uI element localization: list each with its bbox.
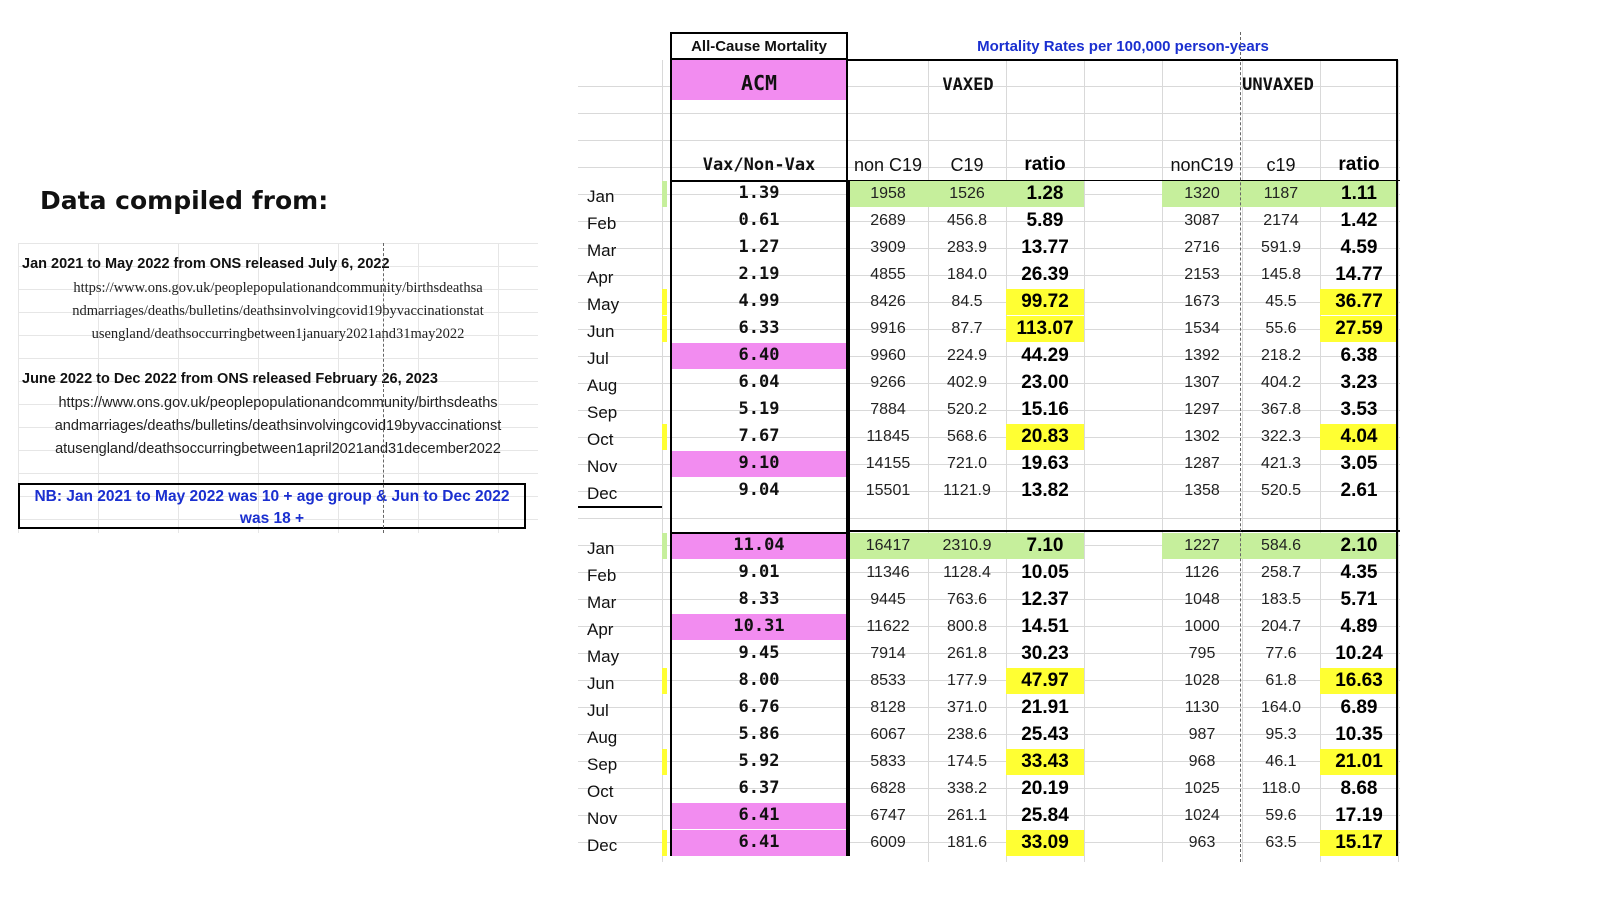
unvax-ratio-value: 36.77 [1335, 291, 1383, 312]
unvax-nonc19-value: 968 [1188, 753, 1216, 770]
vax-ratio-value: 25.43 [1021, 724, 1069, 745]
vax-nonc19-value: 11622 [866, 618, 910, 635]
acm-value: 9.10 [738, 453, 780, 473]
vax-ratio-value: 113.07 [1016, 318, 1074, 339]
unvax-c19-value: 63.5 [1265, 834, 1297, 851]
unvax-c19-value: 61.8 [1265, 672, 1297, 689]
unvax-nonc19-value: 1028 [1184, 672, 1220, 689]
unvax-ratio-value: 6.38 [1340, 345, 1378, 366]
unvax-nonc19-value: 1534 [1184, 320, 1220, 337]
vax-c19-value: 261.8 [946, 645, 988, 662]
unvax-ratio-value: 6.89 [1340, 697, 1378, 718]
acm-column-frame [670, 180, 848, 532]
sources-panel [18, 243, 538, 533]
acm-value: 5.86 [738, 724, 780, 744]
unvax-nonc19-value: 1287 [1184, 455, 1220, 472]
unvax-c19-value: 2174 [1263, 212, 1299, 229]
vax-nonc19-value: 2689 [870, 212, 906, 229]
unvax-ratio-value: 4.04 [1340, 426, 1378, 447]
source-2-url-line[interactable]: https://www.ons.gov.uk/peoplepopulationandcommunity/birthsdeaths [58, 395, 498, 411]
vax-ratio-value: 33.43 [1021, 751, 1069, 772]
acm-label: ACM [740, 71, 778, 95]
unvax-ratio-value: 27.59 [1335, 318, 1383, 339]
row-month: Jun [587, 674, 615, 693]
unvaxed-label: UNVAXED [1242, 75, 1314, 95]
vax-c19-value: 177.9 [946, 672, 988, 689]
acm-value: 0.61 [738, 210, 780, 230]
unvax-c19-value: 59.6 [1265, 807, 1297, 824]
acm-value: 10.31 [733, 616, 785, 636]
vax-ratio-value: 13.77 [1021, 237, 1069, 258]
source-1-title: Jan 2021 to May 2022 from ONS released July 6, 2022 [22, 256, 390, 272]
unvax-nonc19-value: 1227 [1184, 537, 1220, 554]
row-month: Mar [587, 241, 617, 260]
vax-c19-value: 1121.9 [943, 482, 991, 499]
acm-value: 6.41 [738, 832, 780, 852]
unvax-c19-value: 520.5 [1260, 482, 1302, 499]
vax-c19-value: 181.6 [946, 834, 988, 851]
acm-value: 9.01 [738, 562, 780, 582]
note-line: NB: Jan 2021 to May 2022 was 10 + age group & Jun to Dec 2022 [34, 488, 510, 505]
acm-value: 5.92 [738, 751, 780, 771]
vax-nonc19-value: 3909 [870, 239, 906, 256]
vax-nonc19-value: 7914 [870, 645, 906, 662]
vax-c19-value: 84.5 [951, 293, 983, 310]
row-month: Dec [587, 836, 618, 855]
row-month: Jul [587, 349, 609, 368]
unvax-c19-value: 55.6 [1265, 320, 1297, 337]
row-marker [662, 749, 667, 775]
col-header-unvax-ratio: ratio [1338, 154, 1380, 175]
vax-c19-value: 520.2 [946, 401, 988, 418]
source-1-url-line[interactable]: https://www.ons.gov.uk/peoplepopulationandcommunity/birthsdeathsa [73, 280, 483, 296]
acm-value: 8.33 [738, 589, 780, 609]
source-2-url[interactable] [22, 392, 534, 461]
unvax-c19-value: 95.3 [1265, 726, 1297, 743]
unvax-nonc19-value: 1130 [1184, 699, 1220, 716]
unvax-ratio-value: 2.10 [1340, 535, 1378, 556]
unvax-c19-value: 77.6 [1265, 645, 1297, 662]
vax-nonc19-value: 11845 [866, 428, 910, 445]
row-month: Nov [587, 457, 618, 476]
vax-c19-value: 800.8 [946, 618, 988, 635]
source-2-url-line[interactable]: andmarriages/deaths/bulletins/deathsinvolvingcovid19byvaccinationst [54, 418, 502, 434]
separator-line [578, 506, 662, 508]
page-heading: Data compiled from: [40, 186, 329, 215]
row-month: Sep [587, 755, 618, 774]
vax-ratio-value: 20.19 [1021, 778, 1069, 799]
acm-value: 6.04 [738, 372, 780, 392]
acm-value: 1.27 [738, 237, 780, 257]
vax-c19-value: 283.9 [946, 239, 988, 256]
block1-top-line [848, 180, 1400, 181]
row-month: Jul [587, 701, 609, 720]
unvax-ratio-value: 3.53 [1340, 399, 1378, 420]
source-2-title: June 2022 to Dec 2022 from ONS released February 26, 2023 [22, 371, 438, 387]
unvax-c19-value: 204.7 [1260, 618, 1302, 635]
unvax-nonc19-value: 1307 [1184, 374, 1220, 391]
vax-ratio-value: 26.39 [1021, 264, 1069, 285]
unvax-ratio-value: 15.17 [1335, 832, 1383, 853]
unvax-nonc19-value: 1000 [1184, 618, 1220, 635]
unvax-c19-value: 1187 [1263, 185, 1299, 202]
vax-c19-value: 338.2 [946, 780, 988, 797]
row-month: Jun [587, 322, 615, 341]
right-border [1396, 180, 1398, 856]
vax-nonc19-value: 8128 [870, 699, 906, 716]
vax-nonc19-value: 11346 [866, 564, 910, 581]
mortality-table [578, 32, 1400, 862]
vax-c19-value: 456.8 [946, 212, 988, 229]
vax-c19-value: 1526 [949, 185, 985, 202]
vaxed-label: VAXED [942, 75, 994, 95]
acm-value: 4.99 [738, 291, 780, 311]
acm-value: 6.41 [738, 805, 780, 825]
unvax-ratio-value: 4.59 [1340, 237, 1378, 258]
col-header-acm: Vax/Non-Vax [702, 155, 816, 175]
unvax-c19-value: 118.0 [1261, 780, 1301, 797]
acm-value: 7.67 [738, 426, 780, 446]
vax-ratio-value: 15.16 [1021, 399, 1069, 420]
unvax-ratio-value: 2.61 [1340, 480, 1378, 501]
row-month: Aug [587, 376, 618, 395]
vax-c19-value: 174.5 [946, 753, 988, 770]
row-marker [662, 424, 667, 450]
row-marker [662, 668, 667, 694]
unvax-nonc19-value: 3087 [1184, 212, 1220, 229]
row-marker [662, 533, 667, 559]
row-month: Apr [587, 620, 614, 639]
vax-nonc19-value: 15501 [865, 482, 911, 499]
col-header-vax-ratio: ratio [1024, 154, 1066, 175]
vax-nonc19-value: 6828 [870, 780, 906, 797]
acm-value: 5.19 [738, 399, 780, 419]
unvax-nonc19-value: 2716 [1184, 239, 1220, 256]
unvax-ratio-value: 3.23 [1340, 372, 1378, 393]
vax-c19-value: 1128.4 [943, 564, 991, 581]
col-header-unvax-nonc19: nonC19 [1170, 155, 1234, 175]
vax-ratio-value: 33.09 [1021, 832, 1069, 853]
vax-nonc19-value: 6747 [870, 807, 906, 824]
unvax-nonc19-value: 1126 [1184, 564, 1220, 581]
unvax-ratio-value: 3.05 [1340, 453, 1378, 474]
unvax-ratio-value: 5.71 [1340, 589, 1378, 610]
row-marker [662, 181, 667, 207]
unvax-c19-value: 404.2 [1260, 374, 1302, 391]
row-marker [662, 830, 667, 856]
vax-ratio-value: 7.10 [1026, 535, 1064, 556]
column-divider [1240, 32, 1241, 862]
unvax-ratio-value: 21.01 [1335, 751, 1383, 772]
source-1-url-line[interactable]: usengland/deathsoccurringbetween1january2021and31may2022 [91, 326, 465, 342]
vax-nonc19-value: 9445 [870, 591, 906, 608]
unvax-c19-value: 45.5 [1265, 293, 1297, 310]
unvax-nonc19-value: 1392 [1184, 347, 1220, 364]
vax-nonc19-value: 6067 [870, 726, 906, 743]
acm-value: 9.04 [738, 480, 780, 500]
unvax-nonc19-value: 795 [1188, 645, 1216, 662]
unvax-ratio-value: 10.35 [1335, 724, 1383, 745]
unvax-nonc19-value: 2153 [1184, 266, 1220, 283]
vax-c19-value: 238.6 [946, 726, 988, 743]
vax-nonc19-value: 9266 [870, 374, 906, 391]
vax-nonc19-value: 7884 [870, 401, 906, 418]
vaxed-left-border [848, 180, 850, 856]
vax-ratio-value: 1.28 [1026, 183, 1064, 204]
unvax-nonc19-value: 1025 [1184, 780, 1220, 797]
row-month: Mar [587, 593, 617, 612]
row-month: May [587, 647, 620, 666]
row-month: Jan [587, 187, 615, 206]
unvax-nonc19-value: 1297 [1184, 401, 1220, 418]
vax-c19-value: 568.6 [946, 428, 988, 445]
acm-value: 6.37 [738, 778, 780, 798]
row-marker [662, 316, 667, 342]
unvax-nonc19-value: 1048 [1184, 591, 1220, 608]
row-month: Apr [587, 268, 614, 287]
unvax-c19-value: 322.3 [1260, 428, 1302, 445]
row-month: Jan [587, 539, 615, 558]
vax-ratio-value: 13.82 [1021, 480, 1069, 501]
acm-value: 2.19 [738, 264, 780, 284]
vax-nonc19-value: 8426 [870, 293, 906, 310]
vax-nonc19-value: 5833 [870, 753, 906, 770]
vax-c19-value: 721.0 [946, 455, 988, 472]
unvax-ratio-value: 16.63 [1335, 670, 1383, 691]
vax-c19-value: 184.0 [946, 266, 988, 283]
vax-nonc19-value: 14155 [865, 455, 911, 472]
separator-line [848, 530, 1400, 532]
row-month: Feb [587, 214, 617, 233]
unvax-c19-value: 591.9 [1260, 239, 1302, 256]
acm-value: 6.76 [738, 697, 780, 717]
vax-ratio-value: 19.63 [1021, 453, 1069, 474]
unvax-ratio-value: 1.11 [1341, 183, 1377, 204]
vax-ratio-value: 14.51 [1021, 616, 1069, 637]
grid-vline [1398, 32, 1399, 862]
acm-column-frame [670, 532, 848, 856]
vax-nonc19-value: 8533 [870, 672, 906, 689]
vax-nonc19-value: 4855 [870, 266, 906, 283]
row-month: Aug [587, 728, 618, 747]
vax-ratio-value: 23.00 [1021, 372, 1069, 393]
title-left: All-Cause Mortality [691, 38, 827, 55]
unvax-c19-value: 258.7 [1260, 564, 1302, 581]
row-month: Oct [587, 782, 614, 801]
vax-ratio-value: 44.29 [1021, 345, 1069, 366]
unvax-c19-value: 421.3 [1260, 455, 1302, 472]
column-divider [383, 243, 384, 533]
unvax-nonc19-value: 1302 [1184, 428, 1220, 445]
vax-ratio-value: 20.83 [1021, 426, 1069, 447]
row-month: Oct [587, 430, 614, 449]
row-month: Sep [587, 403, 618, 422]
unvax-nonc19-value: 1358 [1184, 482, 1220, 499]
unvax-nonc19-value: 963 [1188, 834, 1216, 851]
row-month: May [587, 295, 620, 314]
unvax-ratio-value: 1.42 [1340, 210, 1378, 231]
vax-ratio-value: 99.72 [1021, 291, 1069, 312]
vax-ratio-value: 25.84 [1021, 805, 1069, 826]
vax-ratio-value: 47.97 [1021, 670, 1069, 691]
vax-c19-value: 87.7 [951, 320, 983, 337]
acm-value: 6.40 [738, 345, 780, 365]
acm-value: 1.39 [738, 183, 780, 203]
vax-nonc19-value: 9916 [870, 320, 906, 337]
acm-value: 9.45 [738, 643, 780, 663]
acm-value: 11.04 [733, 535, 785, 555]
acm-value: 8.00 [738, 670, 780, 690]
unvax-ratio-value: 10.24 [1335, 643, 1383, 664]
unvax-ratio-value: 8.68 [1340, 778, 1378, 799]
vax-ratio-value: 21.91 [1021, 697, 1069, 718]
unvax-c19-value: 145.8 [1260, 266, 1302, 283]
row-marker [662, 289, 667, 315]
unvax-nonc19-value: 1673 [1184, 293, 1220, 310]
row-month: Feb [587, 566, 617, 585]
unvax-ratio-value: 14.77 [1335, 264, 1383, 285]
unvax-ratio-value: 4.35 [1340, 562, 1378, 583]
vax-nonc19-value: 1958 [870, 185, 906, 202]
source-1-url[interactable] [22, 277, 534, 346]
note-line: was 18 + [239, 510, 305, 527]
vax-nonc19-value: 9960 [870, 347, 906, 364]
vax-ratio-value: 12.37 [1021, 589, 1069, 610]
source-2-url-line[interactable]: atusengland/deathsoccurringbetween1april2021and31december2022 [55, 441, 501, 457]
col-header-unvax-c19: c19 [1266, 155, 1296, 175]
vax-c19-value: 402.9 [946, 374, 988, 391]
vax-c19-value: 763.6 [946, 591, 988, 608]
vax-c19-value: 2310.9 [942, 537, 992, 554]
unvax-nonc19-value: 1320 [1184, 185, 1220, 202]
title-right: Mortality Rates per 100,000 person-years [977, 38, 1269, 55]
note-box [18, 483, 526, 529]
vax-c19-value: 224.9 [946, 347, 988, 364]
unvax-c19-value: 367.8 [1260, 401, 1302, 418]
unvax-nonc19-value: 987 [1188, 726, 1216, 743]
row-month: Nov [587, 809, 618, 828]
unvax-ratio-value: 17.19 [1335, 805, 1383, 826]
row-month: Dec [587, 484, 618, 503]
unvax-c19-value: 218.2 [1260, 347, 1302, 364]
unvax-c19-value: 584.6 [1260, 537, 1302, 554]
unvax-c19-value: 164.0 [1260, 699, 1302, 716]
vax-nonc19-value: 16417 [865, 537, 911, 554]
vax-ratio-value: 5.89 [1026, 210, 1064, 231]
acm-value: 6.33 [738, 318, 780, 338]
unvax-c19-value: 46.1 [1265, 753, 1297, 770]
unvax-c19-value: 183.5 [1260, 591, 1302, 608]
source-1-url-line[interactable]: ndmarriages/deaths/bulletins/deathsinvolvingcovid19byvaccinationstat [72, 303, 484, 319]
vax-ratio-value: 30.23 [1021, 643, 1069, 664]
col-header-vax-c19: C19 [950, 155, 984, 175]
vax-ratio-value: 10.05 [1021, 562, 1069, 583]
unvax-nonc19-value: 1024 [1184, 807, 1220, 824]
vax-c19-value: 261.1 [946, 807, 988, 824]
unvax-ratio-value: 4.89 [1340, 616, 1378, 637]
vax-c19-value: 371.0 [946, 699, 988, 716]
vax-nonc19-value: 6009 [870, 834, 906, 851]
col-header-vax-nonc19: non C19 [853, 155, 923, 175]
